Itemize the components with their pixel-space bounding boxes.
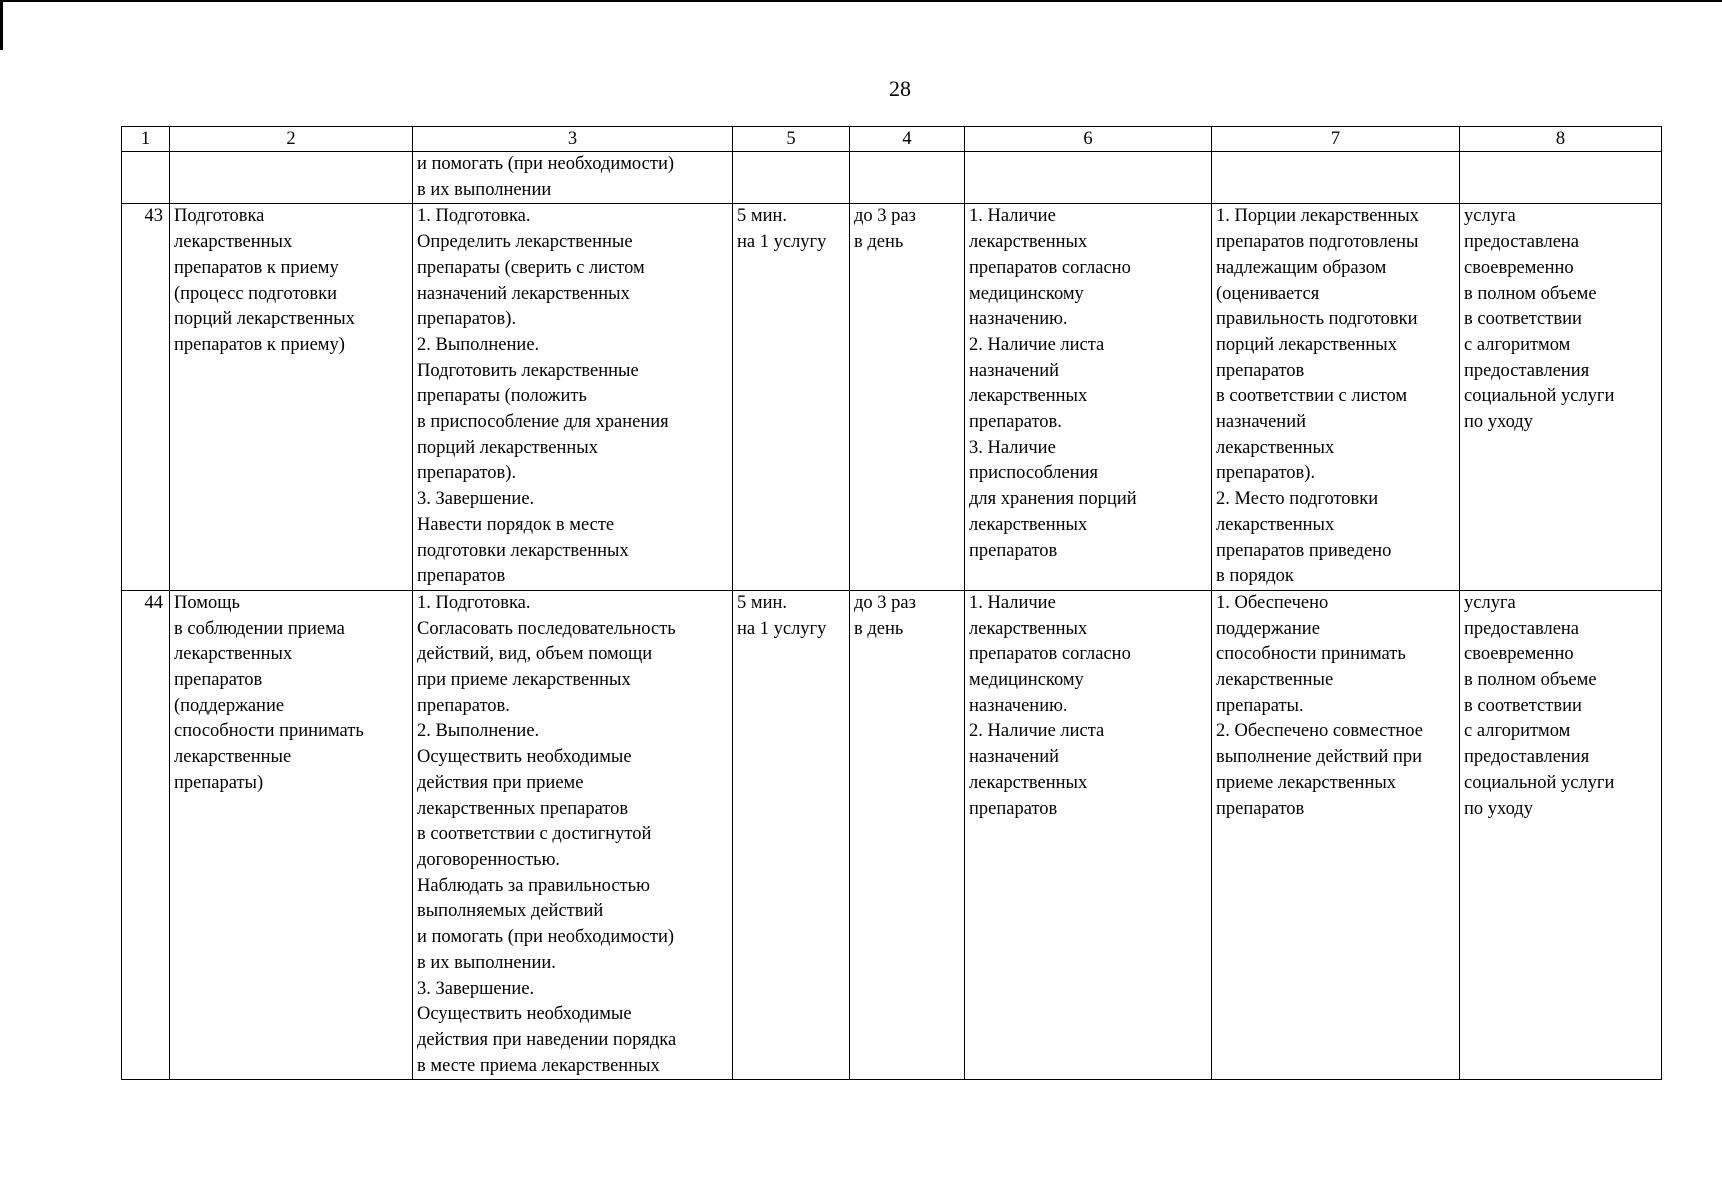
cell-text-line: услуга [1464,206,1516,227]
cell-text-line: 1. Подготовка. [417,206,531,227]
cell-text-line: в соответствии [1464,309,1582,330]
evaluation-cell [1460,590,1662,1079]
table-cell [170,152,413,204]
table-cell [1212,152,1460,204]
cell-text-line: своевременно [1464,257,1574,278]
cell-text-line: порций лекарственных [174,309,355,330]
header-cell: 5 [733,127,850,152]
cell-text-line: препаратов [969,798,1058,819]
cell-text-line: Навести порядок в месте [417,514,615,535]
cell-text-line: социальной услуги [1464,772,1615,793]
header-cell: 3 [413,127,733,152]
table-cell [733,152,850,204]
cell-text-line: в полном объеме [1464,283,1597,304]
cell-text-line: назначений [969,360,1060,381]
cell-text-line: выполнение действий при [1216,747,1423,768]
cell-text-line: предоставления [1464,747,1590,768]
frequency-cell [850,204,965,591]
cell-text-line: препаратов к приему [174,257,339,278]
header-cell: 4 [850,127,965,152]
header-cell: 7 [1212,127,1460,152]
cell-text-line: в соответствии [1464,695,1582,716]
cell-text-line: социальной услуги [1464,386,1615,407]
header-cell: 6 [965,127,1212,152]
cell-text-line: предоставлена [1464,618,1580,639]
cell-text-line: назначению. [969,309,1068,330]
cell-text-line: 1. Наличие [969,206,1056,227]
cell-text-line: подготовки лекарственных [417,540,629,561]
cell-text-line: лекарственных [969,514,1088,535]
cell-text-line: 5 мин. [737,592,788,613]
cell-text-line: услуга [1464,592,1516,613]
cell-text-line: препаратов согласно [969,644,1131,665]
cell-text-line: 5 мин. [737,206,788,227]
cell-text-line: порций лекарственных [417,437,598,458]
cell-text-line: 2. Выполнение. [417,721,540,742]
cell-text-line: действий, вид, объем помощи [417,644,653,665]
table-cell [965,152,1212,204]
cell-text-line: в их выполнении. [417,952,556,973]
cell-text-line: и помогать (при необходимости) [417,927,675,948]
cell-text-line: 3. Завершение. [417,978,535,999]
cell-text-line: медицинскому [969,670,1084,691]
cell-text-line: 3. Завершение. [417,489,535,510]
header-cell: 8 [1460,127,1662,152]
cell-text-line: договоренностью. [417,849,561,870]
cell-text-line: препаратов). [1216,463,1316,484]
cell-text-line: лекарственные [1216,670,1334,691]
cell-text-line: способности принимать [1216,644,1406,665]
cell-text-line: назначению. [969,695,1068,716]
cell-text-line: препаратов. [417,695,510,716]
page-number: 28 [889,76,911,101]
time-norm-cell [733,590,850,1079]
quality-indicators-cell [1212,204,1460,591]
cell-text-line: порций лекарственных [1216,334,1397,355]
cell-text-line: на 1 услугу [737,618,827,639]
cell-text-line: 2. Выполнение. [417,334,540,355]
cell-text-line: 1. Порции лекарственных [1216,206,1419,227]
cell-text-line: лекарственных препаратов [417,798,629,819]
cell-text-line: назначений лекарственных [417,283,630,304]
cell-text-line: с алгоритмом [1464,334,1571,355]
cell-text-line: назначений [1216,412,1307,433]
cell-text-line: лекарственных [969,772,1088,793]
cell-text-line: 1. Подготовка. [417,592,531,613]
service-actions-cell [413,590,733,1079]
left-edge-mark [0,0,3,50]
cell-text-line: до 3 раз [854,592,916,613]
row-number-cell: 43 [122,204,170,591]
cell-text-line: препараты (положить [417,386,587,407]
cell-text-line: 2. Место подготовки [1216,489,1379,510]
cell-text-line: выполняемых действий [417,901,604,922]
cell-text-line: Определить лекарственные [417,232,633,253]
table-cell [122,152,170,204]
cell-text-line: препараты) [174,772,264,793]
cell-text-line: Осуществить необходимые [417,747,632,768]
cell-text-line: препаратов [1216,360,1305,381]
cell-text-line: назначений [969,747,1060,768]
cell-text-line: препаратов). [417,309,517,330]
cell-text-line: препараты. [1216,695,1304,716]
cell-text-line: надлежащим образом [1216,257,1387,278]
cell-text-line: лекарственных [174,232,293,253]
frequency-cell [850,590,965,1079]
cell-text-line: способности принимать [174,721,364,742]
cell-text-line: в порядок [1216,566,1294,587]
quality-indicators-cell [1212,590,1460,1079]
service-actions-cell [413,204,733,591]
cell-text-line: 1. Наличие [969,592,1056,613]
cell-text-line: лекарственных [174,644,293,665]
cell-text-line: препаратов согласно [969,257,1131,278]
cell-text-line: в соблюдении приема [174,618,345,639]
cell-text-line: до 3 раз [854,206,916,227]
cell-text-line: действия при приеме [417,772,584,793]
table-row [122,590,1662,1079]
cell-text-line: Подготовить лекарственные [417,360,639,381]
cell-text-line: препаратов [1216,798,1305,819]
conditions-cell [965,590,1212,1079]
cell-text-line: в день [854,618,904,639]
service-name-cell [170,204,413,591]
time-norm-cell [733,204,850,591]
cell-text-line: на 1 услугу [737,232,827,253]
top-border-line [0,0,1722,2]
cell-text-line: препараты (сверить с листом [417,257,645,278]
table-cell [1460,152,1662,204]
cell-text-line: предоставления [1464,360,1590,381]
cell-text-line: лекарственных [1216,514,1335,535]
cell-text-line: (оценивается [1216,283,1320,304]
cell-text-line: препаратов [417,566,506,587]
cell-text-line: препаратов). [417,463,517,484]
table-header-row [122,127,1662,152]
cell-text-line: предоставлена [1464,232,1580,253]
cell-text-line: по уходу [1464,412,1533,433]
cell-text-line: 2. Наличие листа [969,334,1105,355]
cell-text-line: правильность подготовки [1216,309,1418,330]
cell-text-line: лекарственных [969,618,1088,639]
cell-text-line: лекарственных [1216,437,1335,458]
cell-text-line: лекарственные [174,747,292,768]
evaluation-cell [1460,204,1662,591]
cell-text-line: Подготовка [174,206,265,227]
cell-text-line: в месте приема лекарственных [417,1055,660,1076]
service-name-cell [170,590,413,1079]
cell-text-line: в приспособление для хранения [417,412,669,433]
cell-text-line: по уходу [1464,798,1533,819]
cell-text-line: в соответствии с достигнутой [417,824,652,845]
cell-text-line: препаратов [969,540,1058,561]
continuation-actions-cell [413,152,733,204]
cell-text-line: своевременно [1464,644,1574,665]
cell-text-line: поддержание [1216,618,1320,639]
table-cell [850,152,965,204]
cell-text-line: препаратов. [969,412,1062,433]
services-table [121,126,1662,1080]
cell-text-line: Помощь [174,592,240,613]
cell-text-line: в полном объеме [1464,670,1597,691]
row-number-cell: 44 [122,590,170,1079]
cell-text-line: 1. Обеспечено [1216,592,1329,613]
cell-text-line: лекарственных [969,386,1088,407]
cell-text-line: для хранения порций [969,489,1137,510]
cell-text-line: 3. Наличие [969,437,1056,458]
cell-text-line: Осуществить необходимые [417,1004,632,1025]
cell-text-line: медицинскому [969,283,1084,304]
cell-text-line: (процесс подготовки [174,283,338,304]
cell-text-line: препаратов приведено [1216,540,1392,561]
cell-text-line: приспособления [969,463,1099,484]
cell-text-line: и помогать (при необходимости) [417,154,675,174]
cell-text-line: 2. Обеспечено совместное [1216,721,1423,742]
conditions-cell [965,204,1212,591]
table-row [122,204,1662,591]
cell-text-line: препаратов [174,670,263,691]
cell-text-line: приеме лекарственных [1216,772,1397,793]
cell-text-line: действия при наведении порядка [417,1029,677,1050]
header-cell: 1 [122,127,170,152]
cell-text-line: Согласовать последовательность [417,618,676,639]
cell-text-line: в день [854,232,904,253]
cell-text-line: с алгоритмом [1464,721,1571,742]
cell-text-line: (поддержание [174,695,285,716]
cell-text-line: при приеме лекарственных [417,670,631,691]
cell-text-line: в соответствии с листом [1216,386,1408,407]
cell-text-line: препаратов к приему) [174,334,345,355]
cell-text-line: препаратов подготовлены [1216,232,1419,253]
cell-text-line: 2. Наличие листа [969,721,1105,742]
cell-text-line: лекарственных [969,232,1088,253]
cell-text-line: в их выполнении [417,179,552,200]
header-cell: 2 [170,127,413,152]
continuation-row [122,152,1662,204]
cell-text-line: Наблюдать за правильностью [417,875,650,896]
